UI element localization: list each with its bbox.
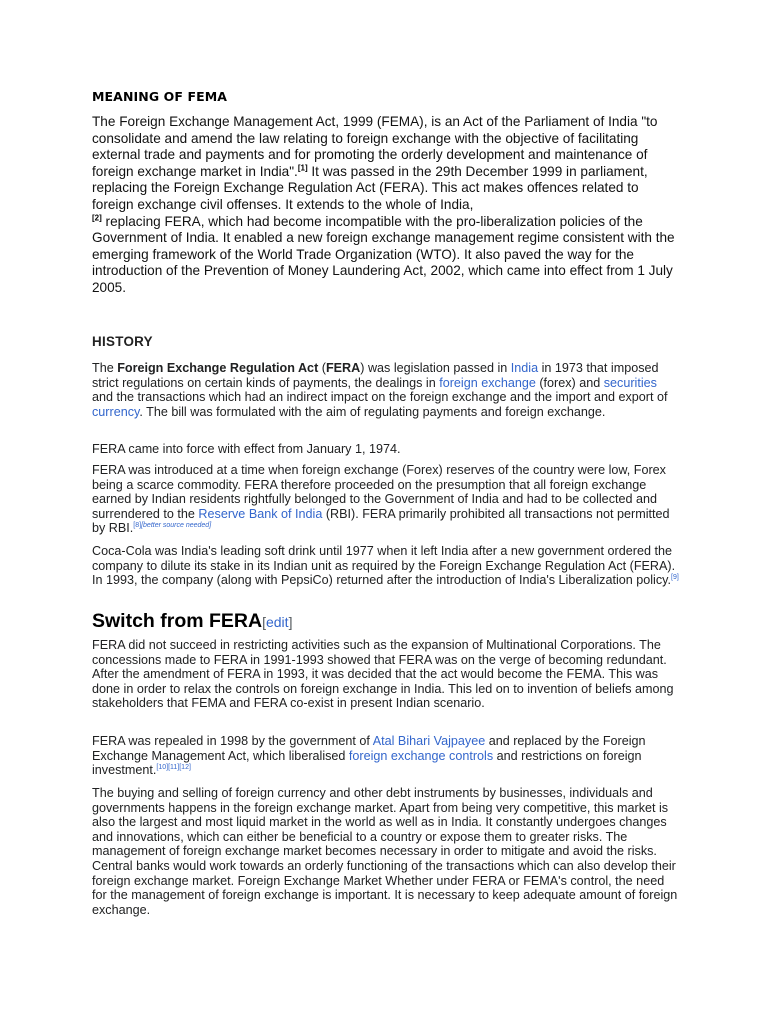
paragraph-fera-reserves [92, 463, 680, 536]
edit-link[interactable]: edit [265, 614, 289, 630]
citation-1[interactable]: [1] [297, 163, 308, 173]
text: The Foreign Exchange Management Act, 1999 (FEMA), is an Act of the Parliament of India "to consolidate and amend the law relating to foreign exchange with the objective of facilitating external trade and payments and for promoting the orderly development and maintenance of foreign exchange market in India". [92, 114, 658, 179]
heading-meaning-of-fema: MEANING OF FEMA [92, 89, 228, 104]
link-currency[interactable]: currency [92, 404, 140, 419]
paragraph-fera-effect-date: FERA came into force with effect from January 1, 1974. [92, 442, 401, 456]
paragraph-fema-definition [92, 114, 682, 297]
link-foreign-exchange-controls[interactable]: foreign exchange controls [348, 748, 494, 763]
paragraph-fera-repealed [92, 734, 680, 778]
heading-text: Switch from FERA [92, 610, 263, 632]
paragraph-foreign-exchange-market: The buying and selling of foreign currency and other debt instruments by businesses, individuals and governments happens in the foreign exchange market. Apart from being very competitive, this market is also the largest and most liquid market in the world as well as in India. It constantly undergoes changes and innovations, which can either be beneficial to a country or expose them to greater risks. The management of foreign exchange market becomes necessary in order to mitigate and avoid the risks. Central banks would work towards an orderly functioning of the transactions which can also develop their foreign exchange market. Foreign Exchange Market Whether under FERA or FEMA's control, the need for the management of foreign exchange is important. It is necessary to keep adequate amount of foreign exchange. [92, 786, 678, 917]
text: . The bill was formulated with the aim of regulating payments and foreign exchange. [139, 404, 606, 419]
edit-bracket-close: ] [288, 614, 293, 630]
text: The [92, 361, 118, 375]
bold-term-fera: FERA [325, 361, 361, 375]
link-foreign-exchange[interactable]: foreign exchange [439, 375, 536, 390]
link-reserve-bank-of-india[interactable]: Reserve Bank of India [198, 506, 323, 521]
heading-history: HISTORY [92, 334, 153, 349]
heading-switch-from-fera [92, 610, 680, 633]
citation-9[interactable]: [9] [671, 574, 679, 581]
text: ( [318, 361, 326, 375]
text: ) was legislation passed in [360, 361, 511, 375]
citation-8[interactable] [133, 522, 211, 529]
text: and replaced by the Foreign Exchange Management Act, which liberalised [92, 734, 646, 763]
edit-bracket-open: [ [262, 614, 266, 630]
citation-2[interactable]: [2] [92, 213, 102, 223]
bold-term-fera-full: Foreign Exchange Regulation Act [117, 361, 319, 375]
link-securities[interactable]: securities [603, 375, 657, 390]
paragraph-fera-intro [92, 361, 680, 419]
text: and the transactions which had an indirect impact on the foreign exchange and the import and export of [92, 390, 668, 405]
link-india[interactable]: India [510, 361, 539, 375]
better-source-note[interactable]: [better source needed] [141, 522, 212, 530]
paragraph-coca-cola [92, 544, 680, 588]
citation-8-label[interactable]: [8] [133, 522, 142, 530]
text: FERA was repealed in 1998 by the government of [92, 734, 373, 748]
text: (forex) and [535, 375, 604, 390]
text: FERA was introduced at a time when foreign exchange (Forex) reserves of the country were low, Forex being a scarce commodity. FERA therefore proceeded on the presumption that all foreign exchange earned by Indian residents rightfully belonged to the Government of India and had to be collected and surrendered to the [92, 463, 666, 521]
text: Coca-Cola was India's leading soft drink until 1977 when it left India after a new government ordered the company to dilute its stake in its Indian unit as required by the Foreign Exchange Regulation Act (FERA). In 1993, the company (along with PepsiCo) returned after the introduction of India's Liberalization policy. [92, 544, 676, 588]
text: It was passed in the 29th December 1999 in parliament, replacing the Foreign Exchange Regulation Act (FERA). This act makes offences related to foreign exchange civil offenses. It extends to the whole of India, [92, 163, 648, 212]
text: replacing FERA, which had become incompatible with the pro-liberalization policies of the Government of India. It enabled a new foreign exchange management regime consistent with the emerging framework of the World Trade Organization (WTO). It also paved the way for the introduction of the Prevention of Money Laundering Act, 2002, which came into effect from 1 July 2005. [92, 213, 675, 295]
text: in 1973 that imposed strict regulations on certain kinds of payments, the dealings in [92, 361, 659, 390]
paragraph-fera-not-succeed: FERA did not succeed in restricting activities such as the expansion of Multinational Corporations. The concessions made to FERA in 1991-1993 showed that FERA was on the verge of becoming redundant. After the amendment of FERA in 1993, it was decided that the act would become the FEMA. This was done in order to relax the controls on foreign exchange in India. This led on to invention of beliefs among stakeholders that FEMA and FERA co-exist in present Indian scenario. [92, 638, 674, 711]
text: (RBI). FERA primarily prohibited all transactions not permitted by RBI. [92, 506, 670, 536]
text: and restrictions on foreign investment. [92, 748, 642, 778]
link-atal-bihari-vajpayee[interactable]: Atal Bihari Vajpayee [372, 734, 486, 748]
citation-10-11-12[interactable]: [10][11][12] [156, 764, 191, 771]
